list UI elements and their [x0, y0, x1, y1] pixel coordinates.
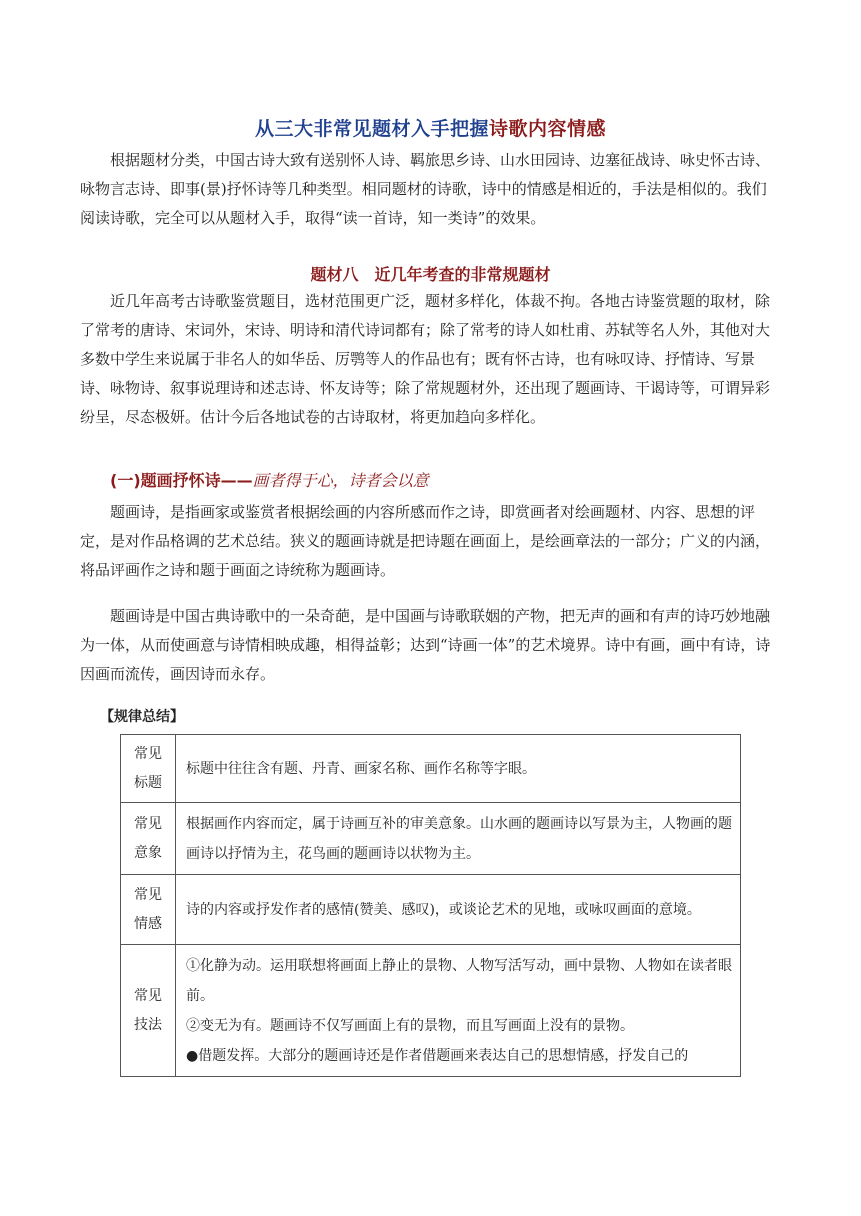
section-motto: 画者得于心，诗者会以意	[252, 471, 429, 490]
key-line-2: 意象	[134, 844, 162, 861]
section-heading	[110, 468, 429, 491]
document-title	[0, 114, 861, 141]
row-key	[121, 735, 176, 803]
table-row	[121, 945, 741, 1077]
paragraph-1: 近几年高考古诗歌鉴赏题目，选材范围更广泛，题材多样化，体裁不拘。各地古诗鉴赏题的取材，除了常考的唐诗、宋词外，宋诗、明诗和清代诗词都有；除了常考的诗人如杜甫、苏轼等名人外，其他对大多数中学生来说属于非名人的如华岳、厉鹗等人的作品也有；既有怀古诗，也有咏叹诗、抒情诗、写景诗、咏物诗、叙事说理诗和述志诗、怀友诗等；除了常规题材外，还出现了题画诗、干谒诗等，可谓异彩纷呈，尽态极妍。估计今后各地试卷的古诗取材，将更加趋向多样化。	[80, 292, 771, 426]
title-part-2: 诗歌内容情感	[489, 118, 607, 140]
key-line-2: 情感	[134, 915, 162, 932]
paragraph-2: 题画诗，是指画家或鉴赏者根据绘画的内容所感而作之诗，即赏画者对绘画题材、内容、思想的评定，是对作品格调的艺术总结。狭义的题画诗就是把诗题在画面上，是绘画章法的一部分；广义的内涵，将品评画作之诗和题于画面之诗统称为题画诗。	[80, 503, 771, 579]
section-label: (一)题画抒怀诗	[110, 471, 221, 490]
table-row	[121, 735, 741, 803]
key-line-1: 常见	[134, 745, 162, 762]
table-row	[121, 875, 741, 945]
rules-table	[120, 734, 741, 1077]
value-line: 标题中往往含有题、丹青、画家名称、画作名称等字眼。	[186, 760, 536, 777]
row-value	[176, 803, 741, 875]
row-value	[176, 945, 741, 1077]
intro-paragraph: 根据题材分类，中国古诗大致有送别怀人诗、羁旅思乡诗、山水田园诗、边塞征战诗、咏史怀古诗、咏物言志诗、即事(景)抒怀诗等几种类型。相同题材的诗歌，诗中的情感是相近的，手法是相似的。我们阅读诗歌，完全可以从题材入手，取得“读一首诗，知一类诗”的效果。	[80, 151, 771, 227]
row-value	[176, 735, 741, 803]
value-line: ①化静为动。运用联想将画面上静止的景物、人物写活写动，画中景物、人物如在读者眼前。	[186, 957, 732, 1004]
value-line: ②变无为有。题画诗不仅写画面上有的景物，而且写画面上没有的景物。	[186, 1017, 634, 1034]
table-row	[121, 803, 741, 875]
section-subheading: 题材八 近几年考查的非常规题材	[310, 265, 551, 284]
title-part-1: 从三大非常见题材入手把握	[254, 118, 489, 140]
paragraph-3: 题画诗是中国古典诗歌中的一朵奇葩，是中国画与诗歌联姻的产物，把无声的画和有声的诗巧妙地融为一体，从而使画意与诗情相映成趣，相得益彰；达到“诗画一体”的艺术境界。诗中有画，画中有诗，诗因画而流传，画因诗而永存。	[80, 607, 771, 683]
row-value	[176, 875, 741, 945]
key-line-1: 常见	[134, 987, 162, 1004]
row-key	[121, 945, 176, 1077]
value-line: 根据画作内容而定，属于诗画互补的审美意象。山水画的题画诗以写景为主，人物画的题画诗以抒情为主，花鸟画的题画诗以状物为主。	[186, 815, 732, 862]
value-line: ●借题发挥。大部分的题画诗还是作者借题画来表达自己的思想情感，抒发自己的	[186, 1047, 689, 1064]
key-line-2: 标题	[134, 774, 162, 791]
value-line: 诗的内容或抒发作者的感情(赞美、感叹)，或谈论艺术的见地，或咏叹画面的意境。	[186, 901, 701, 918]
row-key	[121, 875, 176, 945]
row-key	[121, 803, 176, 875]
key-line-2: 技法	[134, 1016, 162, 1033]
key-line-1: 常见	[134, 886, 162, 903]
section-dash: ——	[220, 471, 253, 490]
key-line-1: 常见	[134, 815, 162, 832]
rule-summary-heading: 【规律总结】	[100, 709, 184, 725]
